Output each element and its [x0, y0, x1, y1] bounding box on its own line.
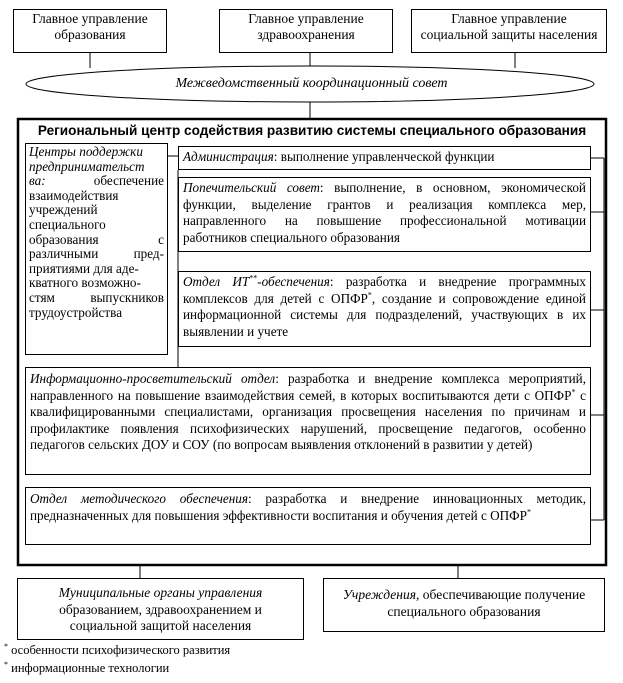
- council-label: Межведомственный координационный совет: [175, 76, 448, 91]
- left-box-line: обеспечение: [93, 173, 164, 189]
- info-dept-box: [25, 367, 591, 475]
- it-dept-label2: -обеспечения: [257, 274, 330, 289]
- admin-text: : выполнение управленческой функции: [273, 149, 495, 164]
- it-dept-sup: **: [249, 273, 258, 283]
- footnote-text: особенности психофизического развития: [8, 643, 231, 657]
- footnote-mark: *: [4, 659, 8, 669]
- top-box-line: Главное управление: [248, 11, 364, 26]
- info-dept-label: Информационно-просветительский отдел: [30, 371, 276, 386]
- bottom-right-line: специального образования: [387, 603, 541, 619]
- it-dept-text2: , создание и сопровождение единой информационной системы для подразделений, участвующих в их выявлении и учете: [183, 290, 586, 339]
- info-dept-sup: *: [571, 387, 576, 397]
- left-box-line: приятиями для аде-: [29, 260, 139, 276]
- board-text: : выполнение, в основном, экономической функции, выделение грантов и реализация комплекса мер, направленного на повышение профессиональной мотивации работников специального образования: [183, 180, 586, 245]
- it-dept-label: Отдел ИТ: [183, 274, 250, 289]
- left-box-line: кватного возможно-: [29, 275, 141, 291]
- bottom-left-line: образованием, здравоохранением и: [59, 601, 262, 617]
- top-box-health: [219, 9, 393, 53]
- center-title: Региональный центр содействия развитию системы специального образования: [37, 123, 587, 138]
- top-box-line: Главное управление: [451, 11, 567, 26]
- method-dept-label: Отдел методического обеспечения: [30, 491, 249, 506]
- left-box-line: пред-: [133, 246, 164, 262]
- it-dept-text: : разработка и внедрение программных комплексов для детей с ОПФР: [183, 274, 587, 306]
- footnote-mark: *: [4, 641, 8, 651]
- it-dept-box: [178, 271, 591, 347]
- board-label: Попечительский совет: [183, 180, 320, 195]
- top-box-education: [13, 9, 167, 53]
- left-box-line: выпускников: [90, 289, 164, 305]
- bottom-left-line: социальной защитой населения: [69, 618, 252, 633]
- left-box-line: различными: [29, 246, 99, 262]
- left-box-line: ва:: [29, 173, 46, 189]
- it-dept-sup2: *: [367, 290, 372, 300]
- top-box-line: здравоохранения: [257, 27, 355, 42]
- admin-box: [178, 146, 591, 170]
- left-box-line: Центры поддержки: [29, 144, 143, 159]
- top-box-social: [411, 9, 607, 53]
- method-dept-box: [25, 487, 591, 545]
- board-box: [178, 177, 591, 252]
- bottom-left-line: Муниципальные органы управления: [58, 585, 263, 600]
- info-dept-text: : разработка и внедрение комплекса мероприятий, направленного на повышение взаимодействия семей, в которых воспитываются дети с ОПФР: [30, 371, 586, 403]
- left-box-line: с: [158, 231, 164, 247]
- left-box-entrepreneurship: [25, 143, 168, 355]
- bottom-right-label: Учреждения: [342, 587, 417, 602]
- left-box-line: специального: [29, 216, 106, 232]
- footnote: [4, 643, 230, 658]
- info-dept-text2: с квалифицированными специалистами, организация просвещения населения по причинам и профилактике появления психофизических нарушений, просвещение педагогов, особенно педагогов сельских ДОУ и СОУ (по вопросам выявления отклонений в развитии у детей): [30, 387, 586, 452]
- left-box-line: учреждений: [29, 202, 98, 218]
- footnote-text: информационные технологии: [8, 661, 170, 675]
- left-box-line: взаимодействия: [29, 187, 119, 203]
- top-box-line: социальной защиты населения: [420, 27, 598, 42]
- method-dept-text: : разработка и внедрение инновационных методик, предназначенных для повышения эффективности воспитания и обучения детей с ОПФР: [30, 491, 586, 523]
- left-box-line: трудоустройства: [29, 304, 123, 320]
- admin-label: Администрация: [183, 149, 274, 164]
- method-dept-sup: *: [526, 507, 531, 517]
- footnote: [4, 661, 169, 676]
- left-box-line: предпринимательст: [29, 158, 145, 174]
- top-box-line: образования: [54, 27, 126, 42]
- bottom-right-line: , обеспечивающие получение: [416, 587, 586, 602]
- left-box-line: стям: [29, 289, 55, 305]
- bottom-box-municipal: [17, 578, 304, 640]
- top-box-line: Главное управление: [32, 11, 148, 26]
- left-box-line: образования: [29, 231, 99, 247]
- bottom-box-institutions: [323, 578, 605, 632]
